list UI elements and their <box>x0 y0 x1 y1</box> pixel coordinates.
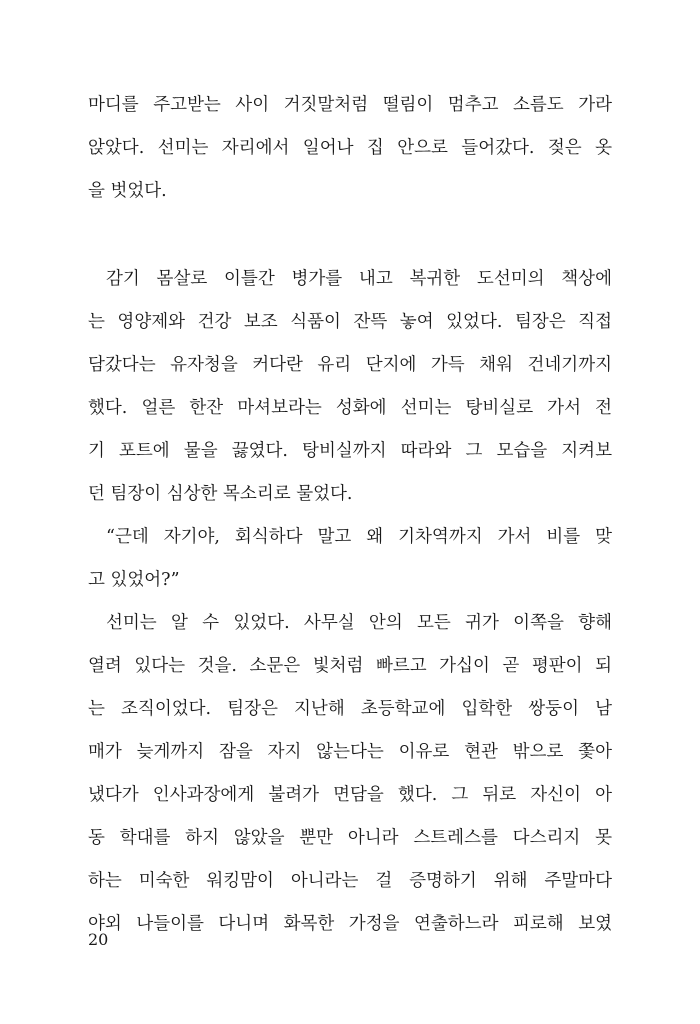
section-break <box>88 213 612 258</box>
text-line: 앉았다. 선미는 자리에서 일어나 집 안으로 들어갔다. 젖은 옷 <box>88 138 612 158</box>
text-line: 야외 나들이를 다니며 화목한 가정을 연출하느라 피로해 보였 <box>88 914 612 934</box>
text-line: 고 있었어?” <box>88 570 180 590</box>
text-line: 감기 몸살로 이틀간 병가를 내고 복귀한 도선미의 책상에 <box>106 269 612 289</box>
text-line: 던 팀장이 심상한 목소리로 물었다. <box>88 484 353 504</box>
text-line: 하는 미숙한 워킹맘이 아니라는 걸 증명하기 위해 주말마다 <box>88 871 612 891</box>
text-line: 마디를 주고받는 사이 거짓말처럼 떨림이 멈추고 소름도 가라 <box>88 95 612 115</box>
text-line: 선미는 알 수 있었다. 사무실 안의 모든 귀가 이쪽을 향해 <box>106 613 612 633</box>
text-line: 담갔다는 유자청을 커다란 유리 단지에 가득 채워 건네기까지 <box>88 355 612 375</box>
text-line: 냈다가 인사과장에게 불려가 면담을 했다. 그 뒤로 자신이 아 <box>88 785 612 805</box>
page-number: 20 <box>88 930 109 949</box>
text-line: 기 포트에 물을 끓였다. 탕비실까지 따라와 그 모습을 지켜보 <box>88 441 612 461</box>
text-line: 열려 있다는 것을. 소문은 빛처럼 빠르고 가십이 곧 평판이 되 <box>88 656 612 676</box>
text-line: 했다. 얼른 한잔 마셔보라는 성화에 선미는 탕비실로 가서 전 <box>88 398 612 418</box>
text-line: 는 영양제와 건강 보조 식품이 잔뜩 놓여 있었다. 팀장은 직접 <box>88 312 612 332</box>
text-line: 동 학대를 하지 않았을 뿐만 아니라 스트레스를 다스리지 못 <box>88 828 612 848</box>
body-text <box>88 84 612 946</box>
text-line: 을 벗었다. <box>88 181 167 201</box>
text-line: 매가 늦게까지 잠을 자지 않는다는 이유로 현관 밖으로 쫓아 <box>88 742 612 762</box>
text-line: “근데 자기야, 회식하다 말고 왜 기차역까지 가서 비를 맞 <box>106 527 612 547</box>
text-line: 는 조직이었다. 팀장은 지난해 초등학교에 입학한 쌍둥이 남 <box>88 699 612 719</box>
